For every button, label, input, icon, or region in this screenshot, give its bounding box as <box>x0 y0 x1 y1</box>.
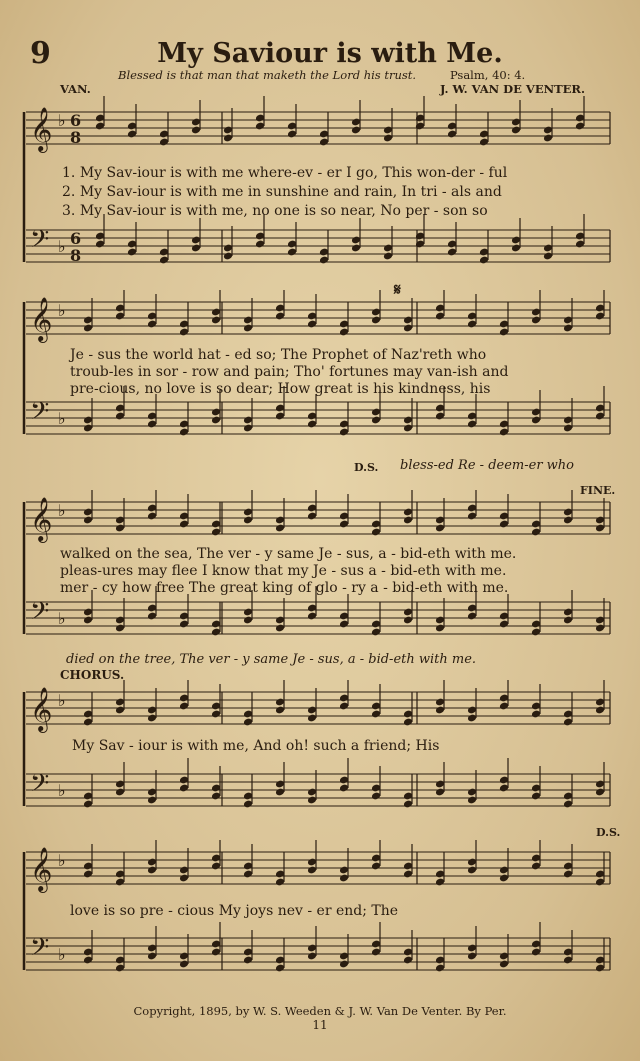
flat-key-signature-icon: ♭ <box>58 409 66 428</box>
ds-lyrics-1: bless-ed Re - deem-er who <box>400 458 574 473</box>
music-system-2 <box>22 290 614 470</box>
page-number: 11 <box>312 1018 328 1032</box>
flat-key-signature-icon: ♭ <box>58 237 66 256</box>
treble-staff <box>26 290 610 343</box>
flat-key-signature-icon: ♭ <box>58 301 66 320</box>
bass-clef-icon: 𝄢 <box>30 933 50 968</box>
scripture-reference: Psalm, 40: 4. <box>450 68 526 82</box>
bass-staff <box>26 214 610 265</box>
bass-clef-icon: 𝄢 <box>30 397 50 432</box>
flat-key-signature-icon: ♭ <box>58 781 66 800</box>
segno-sign: 𝄋 <box>394 280 401 299</box>
time-signature-bottom: 8 <box>70 128 82 147</box>
time-signature-top: 6 <box>70 111 82 130</box>
fine-marker: FINE. <box>580 484 616 497</box>
verse-3-line-1: 3. My Sav-iour is with me, no one is so near, No per - son so <box>62 203 488 219</box>
treble-clef-icon: 𝄞 <box>30 847 53 891</box>
treble-clef-icon: 𝄞 <box>30 497 53 541</box>
bass-clef-icon: 𝄢 <box>30 597 50 632</box>
author: J. W. VAN DE VENTER. <box>440 82 585 96</box>
bass-staff <box>26 922 610 972</box>
ds-lyrics-2: died on the tree, The ver - y same Je - sus, a - bid-eth with me. <box>66 652 477 667</box>
verse-2-line-2: troub-les in sor - row and pain; Tho' fortunes may van-ish and <box>70 364 509 380</box>
time-signature-top: 6 <box>70 229 82 248</box>
flat-key-signature-icon: ♭ <box>58 501 66 520</box>
ds-label: D.S. <box>354 461 379 474</box>
treble-clef-icon: 𝄞 <box>30 107 53 151</box>
chorus-line-1: My Sav - iour is with me, And oh! such a friend; His <box>72 738 440 754</box>
hymn-number: 9 <box>30 36 51 71</box>
treble-clef-icon: 𝄞 <box>30 687 53 731</box>
chorus-line-2: love is so pre - cious My joys nev - er end; The <box>70 903 399 919</box>
treble-staff <box>26 840 610 893</box>
flat-key-signature-icon: ♭ <box>58 691 66 710</box>
tune-name: VAN. <box>60 82 91 96</box>
verse-2-line-1: 2. My Sav-iour is with me in sunshine and rain, In tri - als and <box>62 184 502 200</box>
treble-staff <box>26 490 610 543</box>
hymn-title: My Saviour is with Me. <box>157 38 503 69</box>
verse-3-line-2: pre-cious, no love is so dear; How great is his kindness, his <box>70 381 491 397</box>
verse-1-line-1: 1. My Sav-iour is with me where-ev - er I go, This won-der - ful <box>62 165 508 181</box>
flat-key-signature-icon: ♭ <box>58 945 66 964</box>
flat-key-signature-icon: ♭ <box>58 111 66 130</box>
verse-1-line-3: walked on the sea, The ver - y same Je - sus, a - bid-eth with me. <box>60 546 517 562</box>
ds-marker: D.S. <box>596 826 621 839</box>
bass-clef-icon: 𝄢 <box>30 225 50 260</box>
verse-1-line-2: Je - sus the world hat - ed so; The Prophet of Naz'reth who <box>70 347 487 363</box>
bass-clef-icon: 𝄢 <box>30 769 50 804</box>
music-system-5 <box>22 840 614 1000</box>
treble-clef-icon: 𝄞 <box>30 297 53 341</box>
treble-staff <box>26 96 610 153</box>
chorus-label: CHORUS. <box>60 668 125 682</box>
verse-2-line-3: pleas-ures may flee I know that my Je - sus a - bid-eth with me. <box>60 563 507 579</box>
copyright-notice: Copyright, 1895, by W. S. Weeden & J. W. Van De Venter. By Per. <box>133 1004 507 1018</box>
time-signature-bottom: 8 <box>70 246 82 265</box>
flat-key-signature-icon: ♭ <box>58 609 66 628</box>
flat-key-signature-icon: ♭ <box>58 851 66 870</box>
bass-staff <box>26 758 610 808</box>
treble-staff <box>26 680 610 733</box>
music-system-4 <box>22 680 614 840</box>
verse-3-line-3: mer - cy how free The great king of glo - ry a - bid-eth with me. <box>60 580 509 596</box>
epigraph: Blessed is that man that maketh the Lord his trust. <box>118 68 417 82</box>
